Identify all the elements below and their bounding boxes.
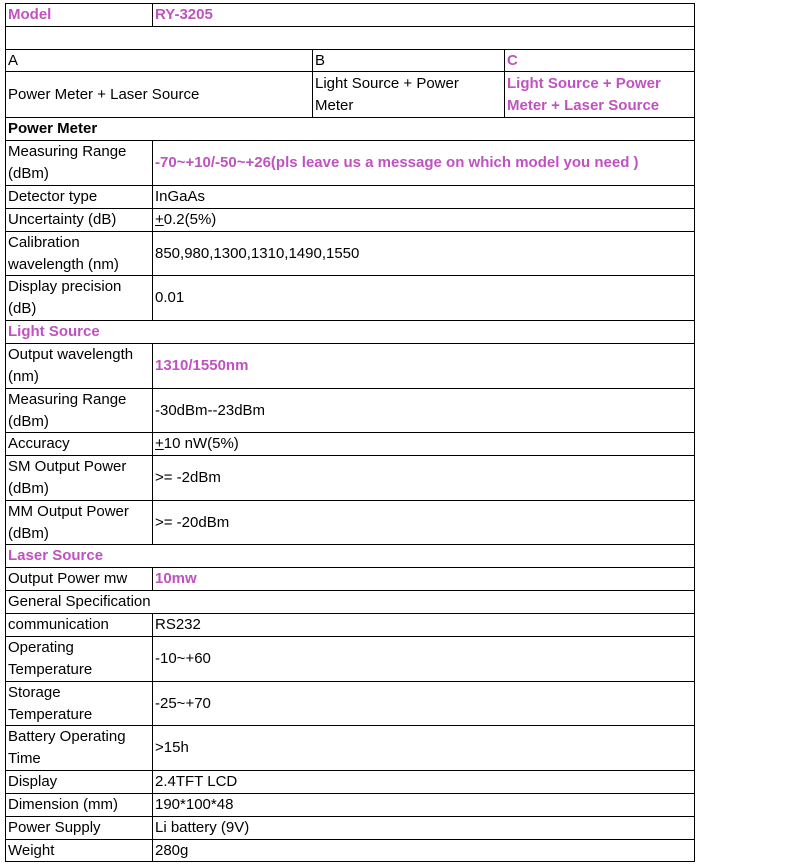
ls-sm-label: [5, 455, 152, 500]
battery-label-line2: Time: [8, 750, 41, 767]
pm-precision-row: [5, 275, 695, 320]
ls-range-value: -30dBm--23dBm: [152, 388, 695, 432]
laser-power-label: Output Power mw: [5, 567, 152, 590]
pm-detector-row: [5, 185, 695, 208]
display-label: Display: [5, 770, 152, 793]
pm-precision-value: 0.01: [152, 275, 695, 320]
op-temp-label-line1: Operating: [8, 639, 74, 656]
option-c-desc-line1: Light Source + Power: [507, 74, 661, 92]
display-value: 2.4TFT LCD: [152, 770, 695, 793]
pm-precision-label: [5, 275, 152, 320]
battery-label-line1: Battery Operating: [8, 728, 126, 745]
option-letters-row: [5, 49, 695, 71]
general-heading: General Specification: [5, 590, 695, 613]
option-a-desc: Power Meter + Laser Source: [5, 71, 312, 117]
supply-value: Li battery (9V): [152, 816, 695, 839]
ls-wavelength-label-line2: (nm): [8, 368, 39, 385]
ls-accuracy-row: [5, 432, 695, 455]
ls-mm-row: [5, 500, 695, 544]
laser-source-heading: Laser Source: [5, 544, 695, 567]
ls-range-label-line2: (dBm): [8, 412, 49, 430]
st-temp-label-line1: Storage: [8, 683, 61, 701]
pm-calibration-label-line2: wavelength (nm): [8, 255, 119, 273]
battery-value: >15h: [152, 725, 695, 770]
plus-minus-sign: +: [155, 435, 164, 452]
weight-row: [5, 839, 695, 862]
comm-row: [5, 613, 695, 636]
plus-minus-sign: +: [155, 211, 164, 228]
model-row: [5, 3, 695, 26]
op-temp-row: [5, 636, 695, 681]
display-row: [5, 770, 695, 793]
comm-label: communication: [5, 613, 152, 636]
battery-label: [5, 725, 152, 770]
option-desc-row: [5, 71, 695, 117]
op-temp-label: [5, 636, 152, 681]
pm-uncertainty-row: [5, 208, 695, 231]
laser-power-value: 10mw: [152, 567, 695, 590]
st-temp-value: -25~+70: [152, 681, 695, 725]
power-meter-heading: Power Meter: [5, 117, 695, 140]
ls-mm-label-line2: (dBm): [8, 524, 49, 542]
ls-wavelength-label: [5, 343, 152, 388]
option-a-letter: A: [5, 49, 312, 71]
option-c-desc-line2: Meter + Laser Source: [507, 96, 660, 114]
pm-range-value: -70~+10/-50~+26(pls leave us a message on which model you need ): [152, 140, 695, 185]
st-temp-label: [5, 681, 152, 725]
dimension-value: 190*100*48: [152, 793, 695, 816]
model-label: Model: [5, 3, 152, 26]
general-heading-row: [5, 590, 695, 613]
ls-mm-label-line1: MM Output Power: [8, 502, 129, 520]
pm-detector-value: InGaAs: [152, 185, 695, 208]
ls-range-label-line1: Measuring Range: [8, 390, 127, 408]
option-c-desc: [504, 71, 695, 117]
power-meter-heading-row: [5, 117, 695, 140]
option-b-desc-line2: Meter: [315, 96, 354, 114]
pm-calibration-label: [5, 231, 152, 275]
ls-sm-label-line2: (dBm): [8, 480, 49, 497]
laser-source-heading-row: [5, 544, 695, 567]
laser-power-row: [5, 567, 695, 590]
ls-accuracy-label: Accuracy: [5, 432, 152, 455]
pm-uncertainty-number: 0.2(5%): [163, 211, 217, 228]
ls-range-label: [5, 388, 152, 432]
spacer-cell: [5, 26, 695, 49]
ls-sm-value: >= -2dBm: [152, 455, 695, 500]
pm-range-row: [5, 140, 695, 185]
option-c-letter: C: [504, 49, 695, 71]
pm-range-label-line1: Measuring Range: [8, 143, 127, 160]
pm-precision-label-line2: (dB): [8, 300, 37, 317]
pm-detector-label: Detector type: [5, 185, 152, 208]
st-temp-label-line2: Temperature: [8, 705, 93, 723]
option-b-letter: B: [312, 49, 504, 71]
comm-value: RS232: [152, 613, 695, 636]
ls-sm-row: [5, 455, 695, 500]
dimension-label: Dimension (mm): [5, 793, 152, 816]
dimension-row: [5, 793, 695, 816]
ls-sm-label-line1: SM Output Power: [8, 458, 127, 475]
weight-label: Weight: [5, 839, 152, 862]
light-source-heading-row: [5, 320, 695, 343]
ls-wavelength-value: 1310/1550nm: [152, 343, 695, 388]
ls-mm-label: [5, 500, 152, 544]
ls-accuracy-value: [152, 432, 695, 455]
battery-row: [5, 725, 695, 770]
st-temp-row: [5, 681, 695, 725]
ls-mm-value: >= -20dBm: [152, 500, 695, 544]
weight-value: 280g: [152, 839, 695, 862]
ls-wavelength-label-line1: Output wavelength: [8, 346, 134, 363]
model-value: RY-3205: [152, 3, 695, 26]
option-b-desc: [312, 71, 504, 117]
pm-calibration-label-line1: Calibration: [8, 233, 80, 251]
op-temp-label-line2: Temperature: [8, 661, 93, 678]
pm-range-label: [5, 140, 152, 185]
pm-precision-label-line1: Display precision: [8, 278, 122, 295]
pm-uncertainty-value: [152, 208, 695, 231]
pm-range-label-line2: (dBm): [8, 165, 49, 182]
pm-calibration-row: [5, 231, 695, 275]
supply-label: Power Supply: [5, 816, 152, 839]
option-b-desc-line1: Light Source + Power: [315, 74, 459, 92]
supply-row: [5, 816, 695, 839]
light-source-heading: Light Source: [5, 320, 695, 343]
pm-calibration-value: 850,980,1300,1310,1490,1550: [152, 231, 695, 275]
ls-range-row: [5, 388, 695, 432]
pm-uncertainty-label: Uncertainty (dB): [5, 208, 152, 231]
spacer-row: [5, 26, 695, 49]
ls-wavelength-row: [5, 343, 695, 388]
ls-accuracy-number: 10 nW(5%): [163, 435, 239, 452]
op-temp-value: -10~+60: [152, 636, 695, 681]
